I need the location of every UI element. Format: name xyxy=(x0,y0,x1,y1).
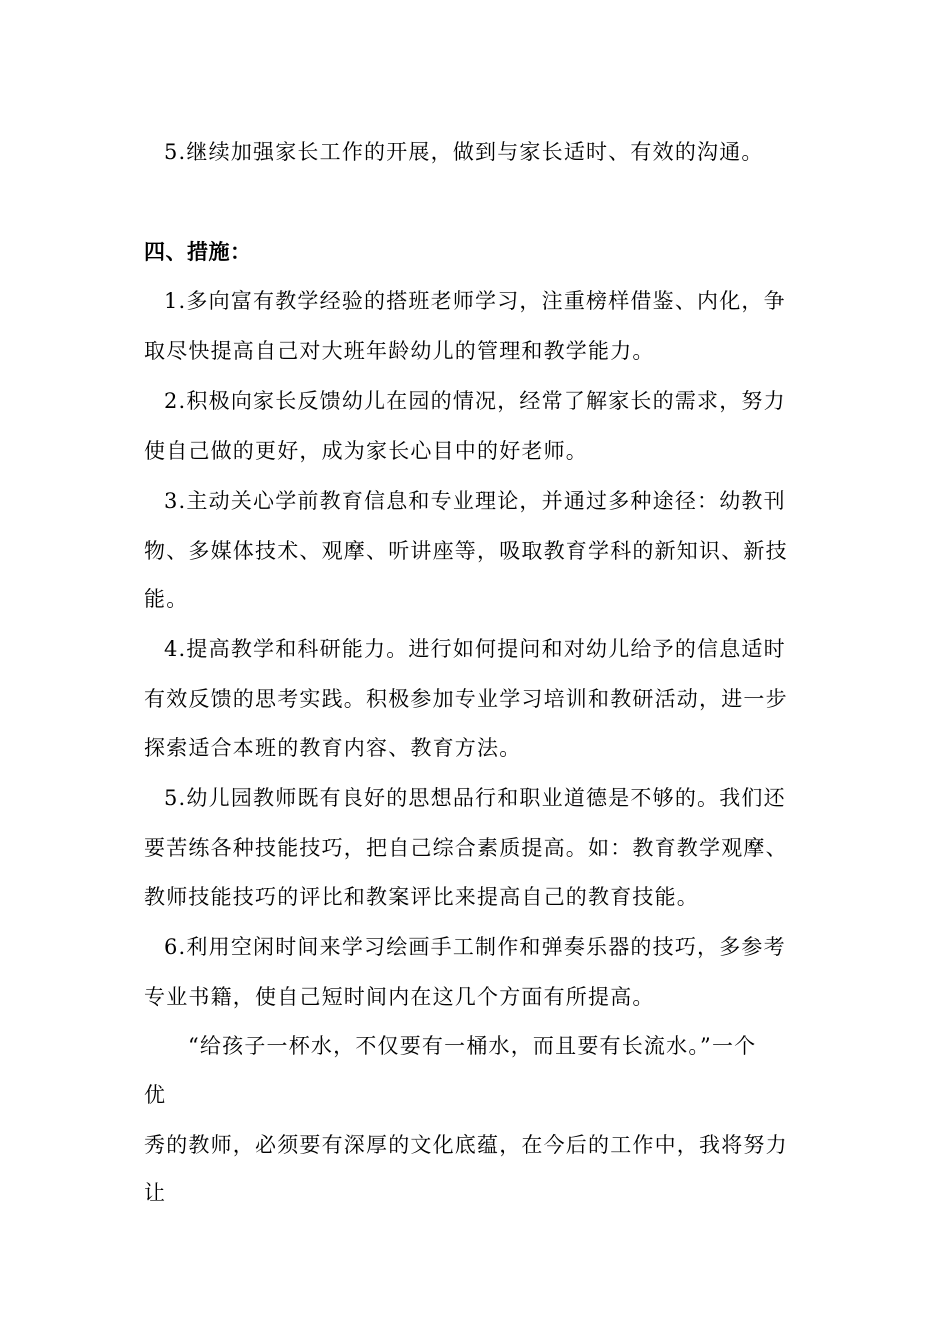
paragraph-line: 取尽快提高自己对大班年龄幼儿的管理和教学能力。 xyxy=(144,339,655,363)
paragraph-line: 5.幼儿园教师既有良好的思想品行和职业道德是不够的。我们还 xyxy=(164,786,786,810)
paragraph-line: 优 xyxy=(144,1083,167,1107)
paragraph-line: 物、多媒体技术、观摩、听讲座等，吸取教育学科的新知识、新技 xyxy=(144,539,788,563)
paragraph-line: 能。 xyxy=(144,587,189,611)
intro-item-5: 5.继续加强家长工作的开展，做到与家长适时、有效的沟通。 xyxy=(164,140,764,164)
paragraph-line: 4.提高教学和科研能力。进行如何提问和对幼儿给予的信息适时 xyxy=(164,637,786,661)
paragraph-line: 1.多向富有教学经验的搭班老师学习，注重榜样借鉴、内化，争 xyxy=(164,289,786,313)
paragraph-line: 3.主动关心学前教育信息和专业理论，并通过多种途径：幼教刊 xyxy=(164,489,786,513)
paragraph-line: 2.积极向家长反馈幼儿在园的情况，经常了解家长的需求，努力 xyxy=(164,389,786,413)
paragraph-line: 有效反馈的思考实践。积极参加专业学习培训和教研活动，进一步 xyxy=(144,687,788,711)
paragraph-line: 专业书籍，使自己短时间内在这几个方面有所提高。 xyxy=(144,985,655,1009)
paragraph-line: “给孩子一杯水，不仅要有一桶水，而且要有长流水。”一个 xyxy=(188,1034,757,1058)
paragraph-line: 6.利用空闲时间来学习绘画手工制作和弹奏乐器的技巧，多参考 xyxy=(164,935,786,959)
paragraph-line: 探索适合本班的教育内容、教育方法。 xyxy=(144,736,522,760)
paragraph-line: 让 xyxy=(144,1181,167,1205)
section-heading: 四、措施： xyxy=(144,239,252,264)
paragraph-line: 要苦练各种技能技巧，把自己综合素质提高。如：教育教学观摩、 xyxy=(144,836,788,860)
paragraph-line: 教师技能技巧的评比和教案评比来提高自己的教育技能。 xyxy=(144,885,699,909)
paragraph-line: 秀的教师，必须要有深厚的文化底蕴，在今后的工作中，我将努力 xyxy=(144,1133,788,1157)
paragraph-line: 使自己做的更好，成为家长心目中的好老师。 xyxy=(144,439,588,463)
